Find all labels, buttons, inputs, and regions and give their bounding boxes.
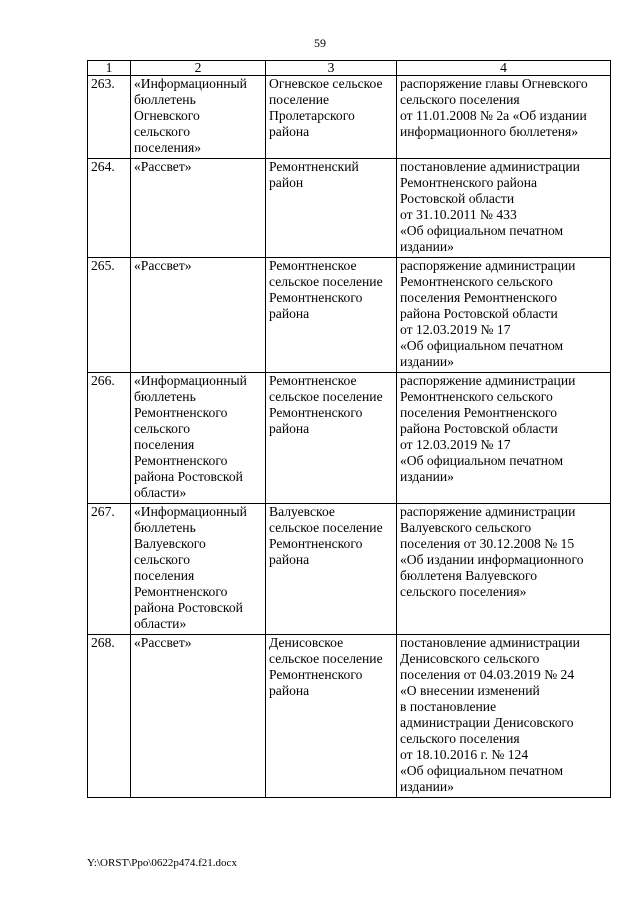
act-line: «О внесении изменений <box>400 683 540 698</box>
registry-table <box>87 60 611 798</box>
act-line: «Об официальном печатном <box>400 338 564 353</box>
name-cell <box>131 258 266 373</box>
name-line: области» <box>134 485 187 500</box>
territory-cell <box>266 504 397 635</box>
act-line: поселения Ремонтненского <box>400 290 558 305</box>
act-cell <box>397 504 611 635</box>
territory-line: Ремонтненское <box>269 258 357 273</box>
act-line: Ремонтненского сельского <box>400 274 553 289</box>
territory-line: района <box>269 421 310 436</box>
act-line: «Об издании информационного <box>400 552 584 567</box>
act-line: постановление администрации <box>400 635 580 650</box>
name-line: Огневского <box>134 108 200 123</box>
act-line: сельского поселения <box>400 92 520 107</box>
name-line: «Информационный <box>134 373 247 388</box>
act-line: Ремонтненского сельского <box>400 389 553 404</box>
territory-line: района <box>269 552 310 567</box>
territory-line: сельское поселение <box>269 520 383 535</box>
territory-line: Ремонтненское <box>269 373 357 388</box>
act-line: распоряжение администрации <box>400 373 576 388</box>
page-number: 59 <box>314 36 326 50</box>
territory-line: поселение <box>269 92 330 107</box>
territory-line: района <box>269 683 310 698</box>
territory-line: Ремонтненский <box>269 159 359 174</box>
act-line: от 12.03.2019 № 17 <box>400 437 511 452</box>
act-line: издании» <box>400 779 454 794</box>
act-line: от 31.10.2011 № 433 <box>400 207 517 222</box>
act-line: Денисовского сельского <box>400 651 540 666</box>
name-line: «Рассвет» <box>134 635 192 650</box>
name-line: Валуевского <box>134 536 206 551</box>
act-line: «Об официальном печатном <box>400 223 564 238</box>
act-line: поселения от 30.12.2008 № 15 <box>400 536 575 551</box>
table-row <box>88 373 611 504</box>
footer-file-path: Y:\ORST\Ppo\0622p474.f21.docx <box>87 857 237 869</box>
territory-line: сельское поселение <box>269 651 383 666</box>
territory-line: Ремонтненского <box>269 536 363 551</box>
territory-line: Пролетарского <box>269 108 355 123</box>
name-cell <box>131 635 266 798</box>
name-line: района Ростовской <box>134 600 243 615</box>
act-cell <box>397 76 611 159</box>
territory-line: сельское поселение <box>269 389 383 404</box>
column-header-number: 1 <box>88 61 131 76</box>
act-line: «Об официальном печатном <box>400 763 564 778</box>
row-number: 264. <box>88 159 131 258</box>
act-line: сельского поселения» <box>400 584 527 599</box>
act-cell <box>397 635 611 798</box>
act-line: от 11.01.2008 № 2а «Об издании <box>400 108 587 123</box>
act-line: от 18.10.2016 г. № 124 <box>400 747 529 762</box>
territory-cell <box>266 373 397 504</box>
territory-line: района <box>269 124 310 139</box>
act-line: Валуевского сельского <box>400 520 532 535</box>
row-number: 267. <box>88 504 131 635</box>
territory-line: Денисовское <box>269 635 344 650</box>
territory-line: Ремонтненского <box>269 667 363 682</box>
territory-line: район <box>269 175 304 190</box>
act-line: района Ростовской области <box>400 306 558 321</box>
territory-cell <box>266 258 397 373</box>
act-line: поселения от 04.03.2019 № 24 <box>400 667 575 682</box>
row-number: 268. <box>88 635 131 798</box>
name-line: «Информационный <box>134 504 247 519</box>
name-line: области» <box>134 616 187 631</box>
name-cell <box>131 76 266 159</box>
row-number: 266. <box>88 373 131 504</box>
act-line: сельского поселения <box>400 731 520 746</box>
name-line: сельского <box>134 552 190 567</box>
territory-line: Валуевское <box>269 504 335 519</box>
table-row <box>88 635 611 798</box>
table-row <box>88 258 611 373</box>
act-line: в постановление <box>400 699 497 714</box>
act-line: информационного бюллетеня» <box>400 124 579 139</box>
act-line: издании» <box>400 469 454 484</box>
name-cell <box>131 504 266 635</box>
name-line: «Информационный <box>134 76 247 91</box>
row-number: 263. <box>88 76 131 159</box>
name-line: Ремонтненского <box>134 584 228 599</box>
name-cell <box>131 373 266 504</box>
table-body <box>88 76 611 798</box>
name-line: Ремонтненского <box>134 453 228 468</box>
territory-cell <box>266 76 397 159</box>
name-cell <box>131 159 266 258</box>
name-line: поселения» <box>134 140 202 155</box>
act-line: «Об официальном печатном <box>400 453 564 468</box>
table-row <box>88 504 611 635</box>
act-line: издании» <box>400 239 454 254</box>
column-header-name: 2 <box>131 61 266 76</box>
name-line: поселения <box>134 437 195 452</box>
act-line: распоряжение главы Огневского <box>400 76 588 91</box>
territory-line: района <box>269 306 310 321</box>
act-line: Ремонтненского района <box>400 175 537 190</box>
name-line: бюллетень <box>134 520 196 535</box>
name-line: бюллетень <box>134 389 196 404</box>
act-line: постановление администрации <box>400 159 580 174</box>
act-cell <box>397 159 611 258</box>
column-header-act: 4 <box>397 61 611 76</box>
act-line: от 12.03.2019 № 17 <box>400 322 511 337</box>
act-line: администрации Денисовского <box>400 715 574 730</box>
act-cell <box>397 373 611 504</box>
name-line: поселения <box>134 568 195 583</box>
act-line: района Ростовской области <box>400 421 558 436</box>
name-line: района Ростовской <box>134 469 243 484</box>
table-row <box>88 159 611 258</box>
name-line: сельского <box>134 421 190 436</box>
territory-line: Огневское сельское <box>269 76 383 91</box>
column-header-territory: 3 <box>266 61 397 76</box>
territory-cell <box>266 635 397 798</box>
table-row <box>88 76 611 159</box>
act-line: поселения Ремонтненского <box>400 405 558 420</box>
territory-line: сельское поселение <box>269 274 383 289</box>
territory-line: Ремонтненского <box>269 405 363 420</box>
act-cell <box>397 258 611 373</box>
name-line: сельского <box>134 124 190 139</box>
act-line: распоряжение администрации <box>400 258 576 273</box>
act-line: издании» <box>400 354 454 369</box>
name-line: Ремонтненского <box>134 405 228 420</box>
act-line: распоряжение администрации <box>400 504 576 519</box>
act-line: Ростовской области <box>400 191 515 206</box>
act-line: бюллетеня Валуевского <box>400 568 538 583</box>
name-line: «Рассвет» <box>134 159 192 174</box>
row-number: 265. <box>88 258 131 373</box>
name-line: «Рассвет» <box>134 258 192 273</box>
name-line: бюллетень <box>134 92 196 107</box>
territory-cell <box>266 159 397 258</box>
table-header-row <box>88 61 611 76</box>
territory-line: Ремонтненского <box>269 290 363 305</box>
